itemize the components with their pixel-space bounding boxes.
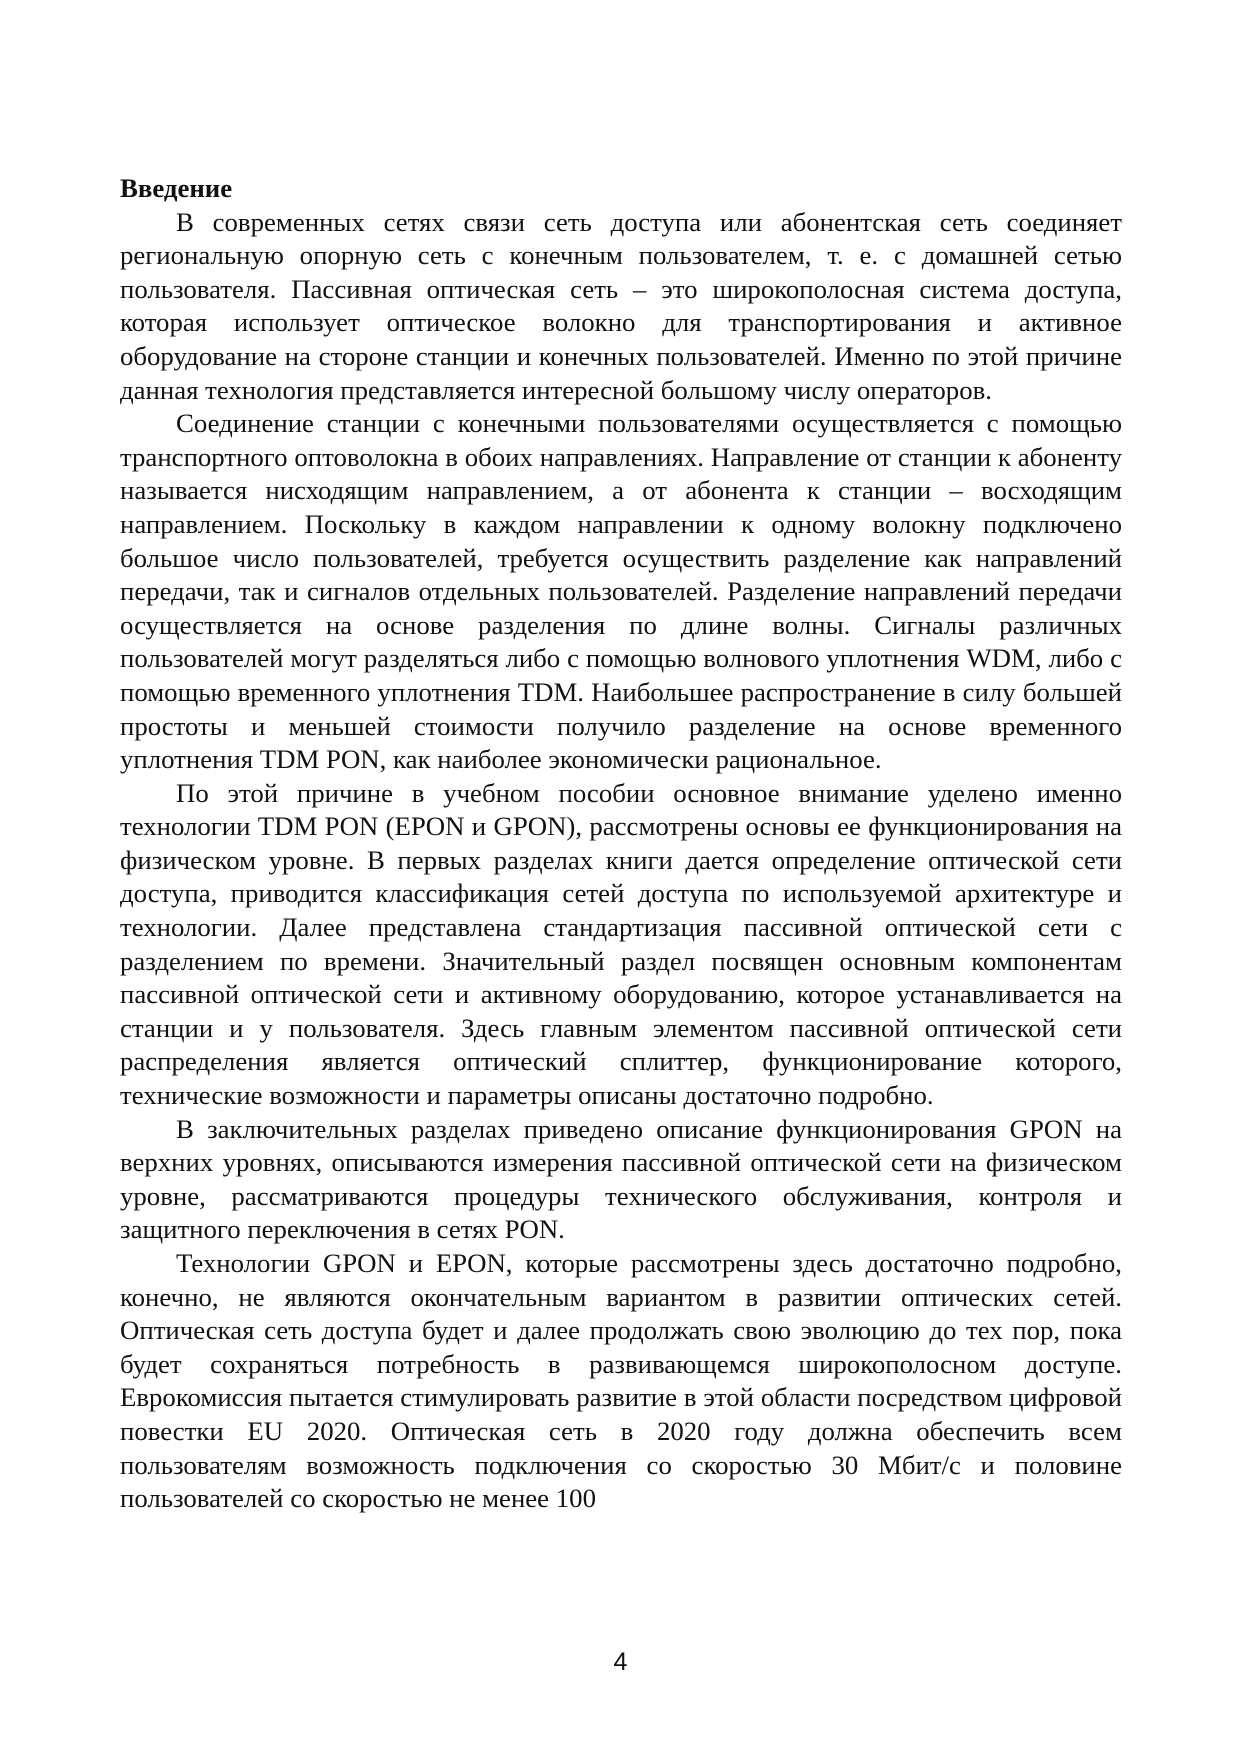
section-heading: Введение: [120, 173, 233, 203]
page-number: 4: [613, 1648, 628, 1676]
paragraph: В заключительных разделах приведено описание функционирования GPON на верхних уровнях, описываются измерения пассивной оптической сети на физическом уровне, рассматриваются процедуры технического обслуживания, контроля и защитного переключения в сетях PON.: [120, 1113, 1122, 1245]
paragraph: По этой причине в учебном пособии основное внимание уделено именно технологии TDM PON (EPON и GPON), рассмотрены основы ее функционирования на физическом уровне. В первых разделах книги дается определение оптической сети доступа, приводится классификация сетей доступа по используемой архитектуре и технологии. Далее представлена стандартизация пассивной оптической сети с разделением по времени. Значительный раздел посвящен основным компонентам пассивной оптической сети и активному оборудованию, которое устанавливается на станции и у пользователя. Здесь главным элементом пассивной оптической сети распределения является оптический сплиттер, функционирование которого, технические возможности и параметры описаны достаточно подробно.: [120, 777, 1122, 1111]
paragraph: В современных сетях связи сеть доступа или абонентская сеть соединяет региональную опорную сеть с конечным пользователем, т. е. с домашней сетью пользователя. Пассивная оптическая сеть – это широкополосная система доступа, которая использует оптическое волокно для транспортирования и активное оборудование на стороне станции и конечных пользователей. Именно по этой причине данная технология представляется интересной большому числу операторов.: [120, 206, 1122, 405]
paragraph: Технологии GPON и EPON, которые рассмотрены здесь достаточно подробно, конечно, не являются окончательным вариантом в развитии оптических сетей. Оптическая сеть доступа будет и далее продолжать свою эволюцию до тех пор, пока будет сохраняться потребность в развивающемся широкополосном доступе. Еврокомиссия пытается стимулировать развитие в этой области посредством цифровой повестки EU 2020. Оптическая сеть в 2020 году должна обеспечить всем пользователям возможность подключения со скоростью 30 Мбит/с и половине пользователей со скоростью не менее 100: [120, 1248, 1122, 1514]
page-body: [120, 172, 1122, 1516]
paragraph: Соединение станции с конечными пользователями осуществляется с помощью транспортного оптоволокна в обоих направлениях. Направление от станции к абоненту называется нисходящим направлением, а от абонента к станции – восходящим направлением. Поскольку в каждом направлении к одному волокну подключено большое число пользователей, требуется осуществить разделение как направлений передачи, так и сигналов отдельных пользователей. Разделение направлений передачи осуществляется на основе разделения по длине волны. Сигналы различных пользователей могут разделяться либо с помощью волнового уплотнения WDM, либо с помощью временного уплотнения TDM. Наибольшее распространение в силу большей простоты и меньшей стоимости получило разделение на основе временного уплотнения TDM PON, как наиболее экономически рациональное.: [120, 408, 1122, 775]
